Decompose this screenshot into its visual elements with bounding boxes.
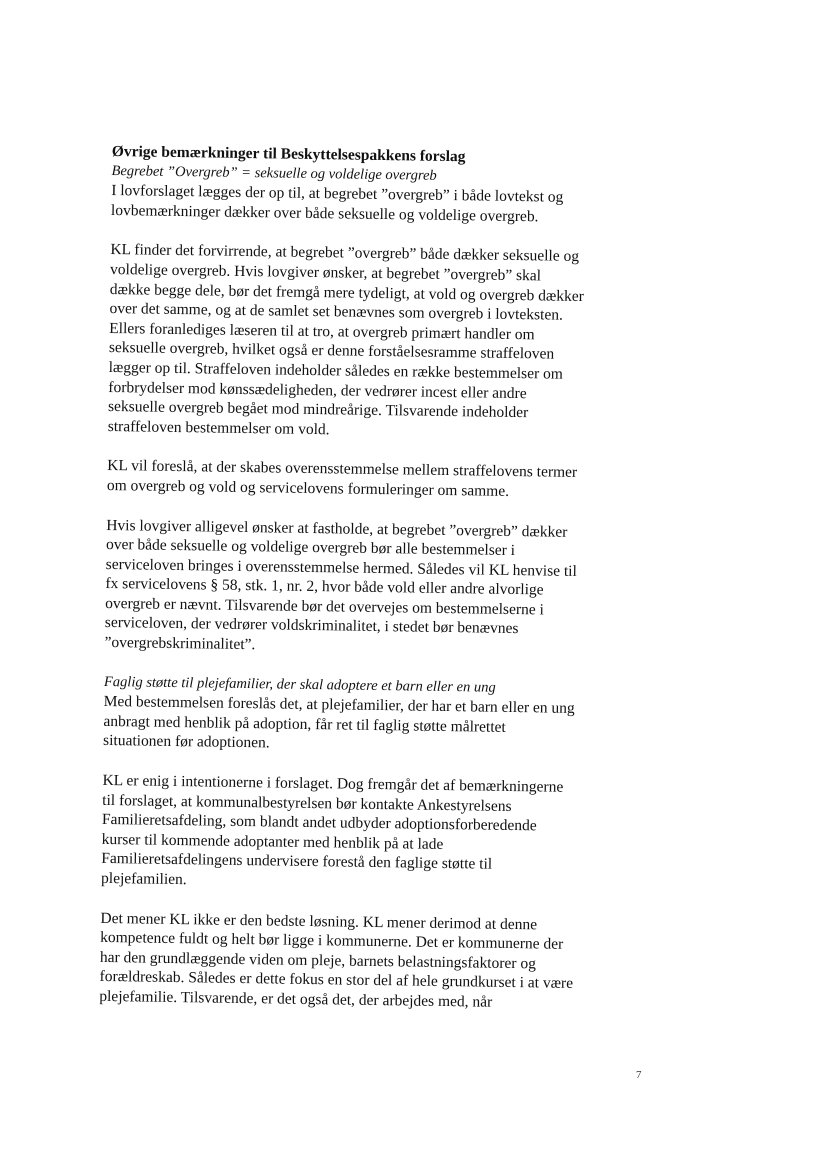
text-line: I lovforslaget lægges der op til, at begrebet ”overgreb” i både lovtekst og: [111, 182, 564, 206]
paragraph: [108, 240, 611, 443]
paragraph: [101, 771, 603, 896]
text-line: seksuelle overgreb, hvilket også er denne forståelsesramme straffeloven: [108, 339, 555, 363]
text-line: plejefamilien.: [100, 869, 187, 889]
text-line: plejefamilie. Tilsvarende, er det også det, der arbejdes med, når: [99, 987, 493, 1011]
text-line: forbrydelser mod kønssædeligheden, der vedrører incest eller andre: [108, 378, 527, 402]
section-heading: Øvrige bemærkninger til Beskyttelsespakkens forslag: [111, 142, 466, 166]
text-line: kompetence fuldt og helt bør ligge i kommunerne. Det er kommunerne der: [100, 929, 564, 953]
text-line: voldelige overgreb. Hvis lovgiver ønsker, at begrebet ”overgreb” skal: [109, 260, 542, 285]
text-line: serviceloven bringes i overensstemmelse hermed. Således vil KL henvise til: [105, 555, 577, 580]
paragraph: [104, 515, 606, 660]
text-line: ”overgrebskriminalitet”.: [104, 634, 256, 654]
text-line: Ellers foranlediges læseren til at tro, at overgreb primært handler om: [109, 319, 535, 344]
subsection-heading-overgreb: Begrebet ”Overgreb” = seksuelle og voldelige overgreb: [111, 162, 437, 184]
text-line: overgreb er nævnt. Tilsvarende bør det overvejes om bestemmelserne i: [105, 594, 545, 619]
text-line: lovbemærkninger dækker over både seksuelle og voldelige overgreb.: [110, 201, 539, 226]
text-line: har den grundlæggende viden om pleje, barnets belastningsfaktorer og: [99, 948, 537, 973]
text-line: om overgreb og vold og servicelovens formuleringer om samme.: [106, 476, 510, 500]
text-line: Familieretsafdelingens undervisere forestå den faglige støtte til: [101, 850, 493, 874]
subsection-heading-faglig-stotte: Faglig støtte til plejefamilier, der skal adoptere et barn eller en ung: [103, 673, 496, 696]
text-line: forældreskab. Således er dette fokus en stor del af hele grundkurset i at være: [99, 968, 574, 993]
text-line: anbragt med henblik på adoption, får ret til faglig støtte målrettet: [103, 712, 506, 736]
text-line: KL finder det forvirrende, at begrebet ”overgreb” både dækker seksuelle og: [110, 241, 580, 266]
text-line: til forslaget, at kommunalbestyrelsen bør kontakte Ankestyrelsens: [102, 791, 512, 815]
text-line: Hvis lovgiver alligevel ønsker at fastholde, at begrebet ”overgreb” dækker: [106, 516, 568, 541]
text-line: over det samme, og at de samlet set benævnes som overgreb i lovteksten.: [109, 300, 564, 324]
text-line: serviceloven, der vedrører voldskriminalitet, i stedet bør benævnes: [104, 614, 519, 638]
text-line: dække begge dele, bør det fremgå mere tydeligt, at vold og overgreb dækker: [109, 280, 584, 305]
text-line: seksuelle overgreb begået mod mindreårige. Tilsvarende indeholder: [107, 398, 529, 422]
page-number: 7: [636, 1069, 642, 1081]
text-line: Med bestemmelsen foreslås det, at plejefamilier, der har et barn eller en ung: [103, 693, 575, 718]
paragraph: [103, 692, 604, 758]
text-line: KL er enig i intentionerne i forslaget. Dog fremgår det af bemærkningerne: [102, 771, 564, 796]
text-line: over både seksuelle og voldelige overgreb bør alle bestemmelser i: [105, 536, 516, 560]
paragraph: [107, 456, 608, 503]
text-line: straffeloven bestemmelser om vold.: [107, 417, 330, 438]
text-line: fx servicelovens § 58, stk. 1, nr. 2, hvor både vold eller andre alvorlige: [105, 575, 544, 599]
document-body: [99, 142, 612, 1034]
paragraph: [99, 909, 600, 1014]
paragraph: [111, 181, 612, 228]
text-line: kurser til kommende adoptanter med henblik på at lade: [101, 830, 444, 853]
text-line: Det mener KL ikke er den bedste løsning. KL mener derimod at denne: [100, 909, 538, 933]
text-line: lægger op til. Straffeloven indeholder således en række bestemmelser om: [108, 358, 563, 383]
text-line: Familieretsafdeling, som blandt andet udbyder adoptionsforberedende: [101, 811, 537, 835]
text-line: KL vil foreslå, at der skabes overensstemmelse mellem straffelovens termer: [107, 457, 578, 482]
text-line: situationen før adoptionen.: [102, 732, 270, 752]
